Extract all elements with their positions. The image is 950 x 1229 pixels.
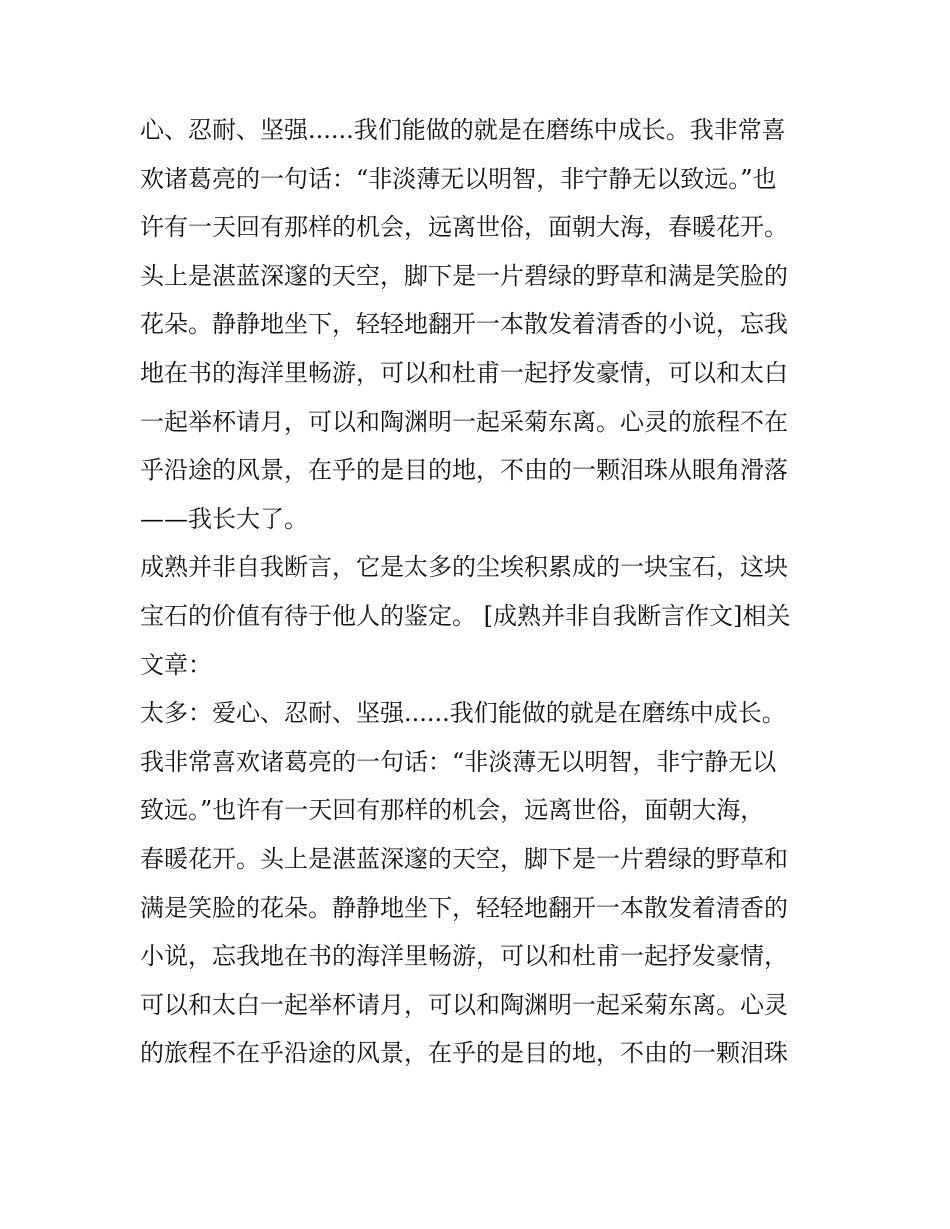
text-line: 文章：: [140, 650, 212, 679]
text-line: 小说，忘我地在书的海洋里畅游，可以和杜甫一起抒发豪情，: [140, 942, 788, 971]
text-line: 头上是湛蓝深邃的天空，脚下是一片碧绿的野草和满是笑脸的: [140, 261, 788, 290]
text-line: 许有一天回有那样的机会，远离世俗，面朝大海，春暖花开。: [140, 213, 788, 242]
text-line: 心、忍耐、坚强......我们能做的就是在磨练中成长。我非常喜: [140, 116, 786, 144]
text-line: 一起举杯请月，可以和陶渊明一起采菊东离。心灵的旅程不在: [140, 407, 788, 436]
text-line: 地在书的海洋里畅游，可以和杜甫一起抒发豪情，可以和太白: [140, 358, 788, 387]
text-line: 乎沿途的风景，在乎的是目的地，不由的一颗泪珠从眼角滑落: [140, 456, 788, 485]
text-line: 春暖花开。头上是湛蓝深邃的天空，脚下是一片碧绿的野草和: [140, 844, 788, 873]
text-line: ——我长大了。: [140, 504, 308, 533]
text-line: 我非常喜欢诸葛亮的一句话：“非淡薄无以明智，非宁静无以: [140, 747, 777, 776]
text-line: 花朵。静静地坐下，轻轻地翻开一本散发着清香的小说，忘我: [140, 310, 788, 339]
text-line: 成熟并非自我断言，它是太多的尘埃积累成的一块宝石，这块: [140, 553, 788, 582]
text-line: 的旅程不在乎沿途的风景，在乎的是目的地，不由的一颗泪珠: [140, 1039, 788, 1068]
text-line: 欢诸葛亮的一句话：“非淡薄无以明智，非宁静无以致远。”也: [140, 164, 777, 193]
text-line: 太多：爱心、忍耐、坚强......我们能做的就是在磨练中成长。: [140, 699, 786, 728]
text-line: 满是笑脸的花朵。静静地坐下，轻轻地翻开一本散发着清香的: [140, 893, 788, 922]
text-line: 宝石的价值有待于他人的鉴定。 [成熟并非自我断言作文]相关: [140, 601, 791, 630]
text-line: 可以和太白一起举杯请月，可以和陶渊明一起采菊东离。心灵: [140, 990, 788, 1019]
body-text: [140, 106, 820, 1078]
text-line: 致远。”也许有一天回有那样的机会，远离世俗，面朝大海，: [140, 796, 765, 825]
